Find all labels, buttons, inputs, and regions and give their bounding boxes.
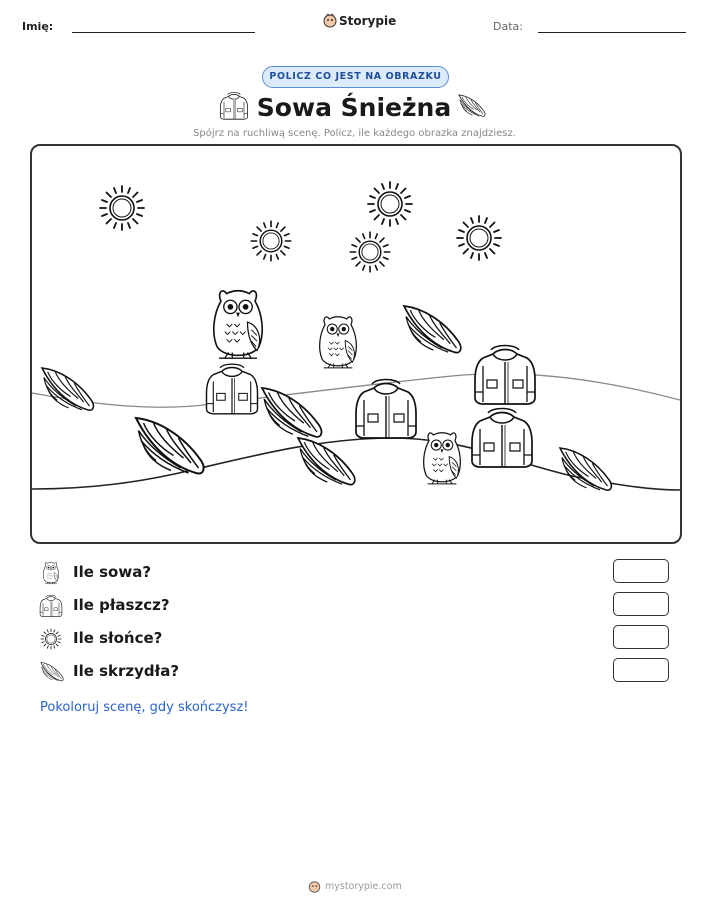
name-line[interactable] — [72, 32, 255, 33]
question-label: Ile skrzydła? — [73, 662, 180, 680]
hill-back — [32, 374, 680, 408]
coat-2 — [356, 380, 416, 439]
sun-icon — [40, 628, 62, 650]
date-label: Data: — [493, 20, 523, 33]
wing-2 — [136, 418, 204, 473]
wing-icon — [458, 92, 486, 120]
wing-4 — [298, 438, 355, 485]
coat-icon — [39, 594, 63, 618]
owl-2 — [320, 317, 357, 368]
scene-drawing — [32, 146, 680, 542]
instruction-badge: POLICZ CO JEST NA OBRAZKU — [262, 66, 449, 88]
sun-3 — [368, 182, 412, 226]
answer-box-wing[interactable] — [613, 658, 669, 682]
sun-4 — [350, 232, 390, 272]
coat-1 — [207, 364, 258, 414]
wing-6 — [560, 448, 611, 490]
answer-box-owl[interactable] — [613, 559, 669, 583]
question-row-owl — [38, 561, 678, 585]
question-label: Ile płaszcz? — [73, 596, 170, 614]
question-row-wing — [38, 660, 678, 684]
answer-box-sun[interactable] — [613, 625, 669, 649]
wing-icon — [40, 661, 64, 683]
question-label: Ile słońce? — [73, 629, 163, 647]
date-line[interactable] — [538, 32, 686, 33]
storypie-mascot-icon — [323, 13, 337, 29]
counting-scene — [30, 144, 682, 544]
brand-name: Storypie — [339, 14, 397, 28]
sun-2 — [251, 221, 291, 261]
wing-1 — [42, 368, 93, 410]
question-label: Ile sowa? — [73, 563, 152, 581]
footer-url[interactable]: mystorypie.com — [325, 881, 402, 892]
page-subtitle: Spójrz na ruchliwą scenę. Policz, ile każdego obrazka znajdziesz. — [193, 128, 516, 139]
question-row-coat — [38, 594, 678, 618]
name-label: Imię: — [22, 20, 54, 33]
wing-5 — [404, 306, 461, 353]
brand-logo — [323, 13, 397, 31]
sun-1 — [100, 186, 144, 230]
question-row-sun — [38, 627, 678, 651]
footer — [308, 880, 408, 896]
coloring-note: Pokoloruj scenę, gdy skończysz! — [40, 700, 249, 715]
coat-3 — [475, 346, 535, 405]
owl-3 — [424, 433, 461, 484]
answer-box-coat[interactable] — [613, 592, 669, 616]
coat-4 — [472, 409, 532, 468]
sun-5 — [457, 216, 501, 260]
wing-3 — [262, 388, 321, 437]
coat-icon — [219, 91, 249, 121]
owl-icon — [40, 561, 62, 585]
owl-1 — [214, 291, 262, 358]
storypie-mascot-icon — [308, 880, 321, 894]
page-title: Sowa Śnieżna — [256, 93, 452, 122]
